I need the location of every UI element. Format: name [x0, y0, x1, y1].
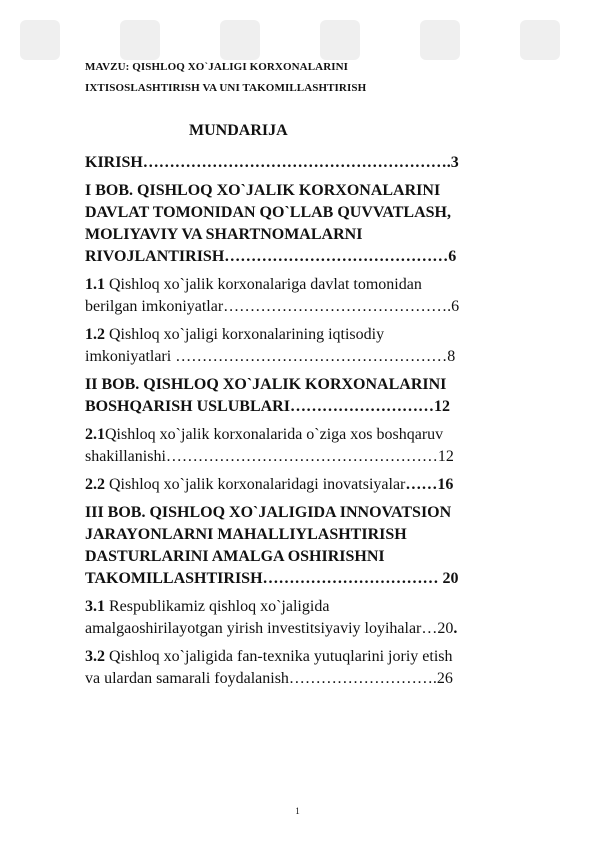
toc-s11-number: 1.1: [85, 276, 105, 293]
table-of-contents: [85, 152, 557, 690]
toc-s12-number: 1.2: [85, 326, 105, 343]
topic-line-2: IXTISOSLASHTIRISH VA UNI TAKOMILLASHTIRISH: [85, 82, 367, 94]
toc-s11-line-2: berilgan imkoniyatlar…………………………………….6: [85, 298, 460, 315]
toc-entry-section-2-2: [85, 474, 557, 496]
toc-ch1-line-1: I BOB. QISHLOQ XO`JALIK KORXONALARINI: [85, 182, 441, 199]
toc-entry-chapter-2: [85, 374, 557, 418]
toc-ch1-line-3: MOLIYAVIY VA SHARTNOMALARNI: [85, 226, 363, 243]
toc-ch2-line-1: II BOB. QISHLOQ XO`JALIK KORXONALARINI: [85, 376, 447, 393]
toc-s22-number: 2.2: [85, 476, 105, 493]
toc-intro-line-1: KIRISH………………………………………………….3: [85, 154, 459, 171]
toc-ch1-line-4: RIVOJLANTIRISH……………………………………6: [85, 248, 457, 265]
toc-s12-line-1: Qishloq xo`jaligi korxonalarining iqtisodiy: [105, 326, 385, 343]
toc-ch3-line-1: III BOB. QISHLOQ XO`JALIGIDA INNOVATSION: [85, 504, 452, 521]
toc-entry-chapter-3: [85, 502, 557, 590]
toc-entry-section-3-1: [85, 596, 557, 640]
toc-s21-line-1: Qishloq xo`jalik korxonalarida o`ziga xos boshqaruv: [105, 426, 444, 443]
toc-ch1-line-2: DAVLAT TOMONIDAN QO`LLAB QUVVATLASH,: [85, 204, 451, 221]
toc-entry-chapter-1: [85, 180, 557, 268]
toc-s22-text: Qishloq xo`jalik korxonalaridagi inovatsiyalar: [105, 476, 406, 493]
toc-s31-tail: .: [453, 620, 458, 637]
toc-s31-line-2: amalgaoshirilayotgan yirish investitsiyaviy loyihalar…20: [85, 620, 454, 637]
toc-ch3-line-3: DASTURLARINI AMALGA OSHIRISHNI: [85, 548, 385, 565]
toc-ch3-line-4: TAKOMILLASHTIRISH…………………………… 20: [85, 570, 459, 587]
toc-entry-section-1-2: [85, 324, 557, 368]
toc-entry-section-2-1: [85, 424, 557, 468]
toc-ch2-line-2: BOSHQARISH USLUBLARI………………………12: [85, 398, 450, 415]
toc-s31-line-1: Respublikamiz qishloq xo`jaligida: [105, 598, 330, 615]
toc-s32-line-2: va ulardan samarali foydalanish……………………….26: [85, 670, 453, 687]
toc-s31-number: 3.1: [85, 598, 105, 615]
toc-s22-page: ……16: [405, 476, 454, 493]
toc-entry-section-1-1: [85, 274, 557, 318]
toc-s21-number: 2.1: [85, 426, 105, 443]
toc-s12-line-2: imkoniyatlari ……………………………………………8: [85, 348, 456, 365]
toc-ch3-line-2: JARAYONLARNI MAHALLIYLASHTIRISH: [85, 526, 407, 543]
toc-s21-line-2: shakillanishi……………………………………………12: [85, 448, 454, 465]
toc-s32-number: 3.2: [85, 648, 105, 665]
toc-entry-section-3-2: [85, 646, 557, 690]
topic-line-1: MAVZU: QISHLOQ XO`JALIGI KORXONALARINI: [85, 61, 349, 73]
page-number: 1: [295, 806, 300, 816]
toc-entry-intro: [85, 152, 557, 174]
toc-s32-line-1: Qishloq xo`jaligida fan-texnika yutuqlarini joriy etish: [105, 648, 453, 665]
contents-heading: MUNDARIJA: [189, 122, 288, 139]
toc-s11-line-1: Qishloq xo`jalik korxonalariga davlat tomonidan: [105, 276, 422, 293]
document-topic: [85, 57, 555, 99]
